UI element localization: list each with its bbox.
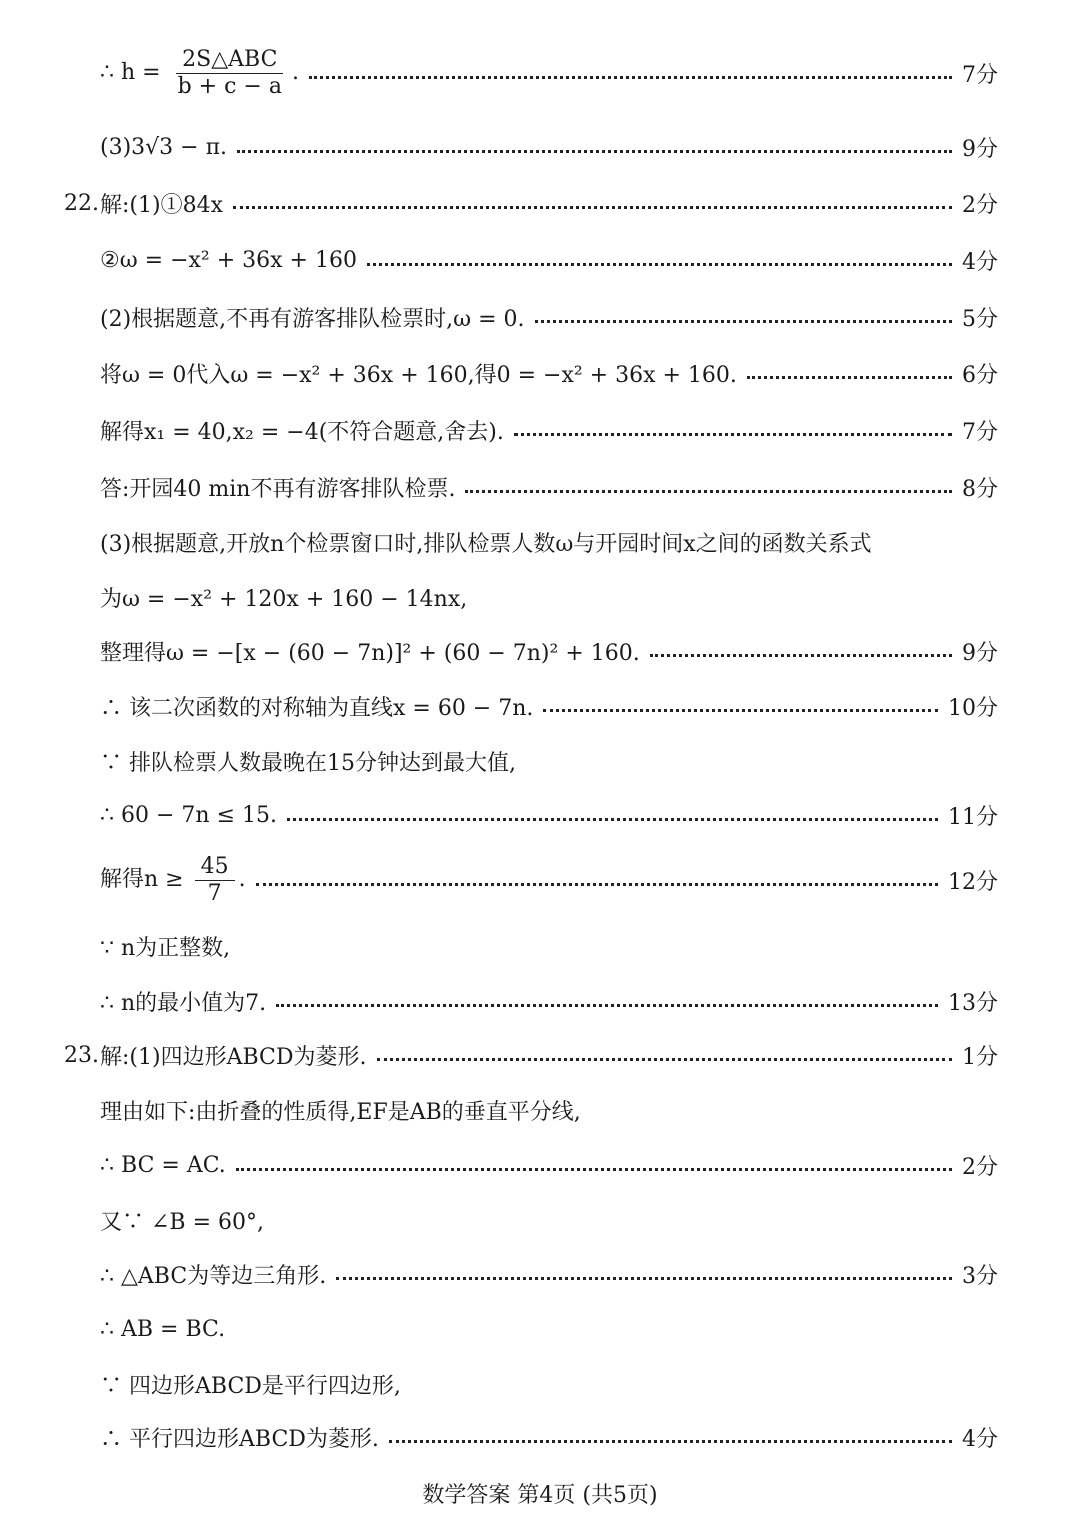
line-text: ∴ 平行四边形ABCD为菱形. (100, 1426, 379, 1452)
dot-leader (535, 320, 952, 323)
line-text: 又∵ ∠B = 60°, (100, 1209, 265, 1235)
dot-leader (233, 206, 952, 209)
fraction (172, 47, 288, 99)
score-points: 2分 (962, 192, 998, 218)
dot-leader (465, 490, 952, 493)
dot-leader (367, 263, 952, 266)
answer-line (100, 631, 998, 671)
score-points: 11分 (948, 804, 998, 830)
answer-line (100, 127, 998, 167)
answer-line (100, 1145, 998, 1185)
line-prefix: ∴ h = (100, 60, 168, 85)
answer-line (100, 1309, 998, 1349)
line-text: 将ω = 0代入ω = −x² + 36x + 160,得0 = −x² + 36x + 160. (100, 362, 737, 388)
answer-line (100, 981, 998, 1021)
line-text: ∴ AB = BC. (100, 1316, 226, 1342)
dot-leader (377, 1058, 952, 1061)
line-text: ∴ 60 − 7n ≤ 15. (100, 802, 277, 828)
score-points: 1分 (962, 1044, 998, 1070)
score-points: 7分 (962, 419, 998, 445)
line-text: ∵ n为正整数, (100, 935, 231, 961)
line-text: ∴ BC = AC. (100, 1152, 226, 1178)
score-points: 10分 (948, 695, 998, 721)
answer-line (100, 577, 998, 617)
page-footer: 数学答案 第4页 (共5页) (422, 1483, 658, 1508)
answer-line (100, 41, 998, 105)
answer-line (100, 1364, 998, 1404)
line-text: 解:(1)①84x (100, 192, 223, 218)
fraction-numerator: 2S△ABC (176, 47, 283, 73)
answer-line (100, 795, 998, 835)
line-suffix: . (291, 60, 299, 85)
line-text: 答:开园40 min不再有游客排队检票. (100, 476, 456, 502)
line-text: ②ω = −x² + 36x + 160 (100, 247, 357, 273)
dot-leader (236, 1168, 952, 1171)
answer-line (100, 1200, 998, 1240)
score-points: 3分 (962, 1263, 998, 1289)
fraction (195, 854, 235, 906)
line-text: 为ω = −x² + 120x + 160 − 14nx, (100, 586, 468, 612)
score-points: 9分 (962, 640, 998, 666)
answer-line (100, 686, 998, 726)
question-number: 22. (64, 190, 99, 216)
score-points: 9分 (962, 136, 998, 162)
answer-line (100, 410, 998, 450)
answer-line (64, 183, 998, 223)
dot-leader (514, 433, 952, 436)
question-number: 23. (64, 1042, 99, 1068)
line-text: ∴ n的最小值为7. (100, 990, 267, 1016)
score-points: 5分 (962, 306, 998, 332)
line-text: 解:(1)四边形ABCD为菱形. (100, 1044, 367, 1070)
line-text: (3)根据题意,开放n个检票窗口时,排队检票人数ω与开园时间x之间的函数关系式 (100, 531, 872, 557)
dot-leader (336, 1277, 952, 1280)
dot-leader (650, 654, 952, 657)
line-text (100, 854, 246, 906)
answer-line (100, 522, 998, 562)
fraction-denominator: 7 (207, 880, 222, 906)
dot-leader (276, 1004, 938, 1007)
line-text: 理由如下:由折叠的性质得,EF是AB的垂直平分线, (100, 1099, 581, 1125)
answer-line (100, 848, 998, 912)
score-points: 6分 (962, 362, 998, 388)
line-text: ∵ 四边形ABCD是平行四边形, (100, 1373, 401, 1399)
answer-line (100, 467, 998, 507)
answer-line (100, 1090, 998, 1130)
dot-leader (237, 150, 952, 153)
score-points: 12分 (948, 869, 998, 895)
answer-line (64, 1035, 998, 1075)
answer-line (100, 741, 998, 781)
line-text (100, 47, 299, 99)
score-points: 13分 (948, 990, 998, 1016)
dot-leader (747, 376, 952, 379)
line-text: (3)3√3 − π. (100, 134, 228, 160)
score-points: 4分 (962, 1426, 998, 1452)
score-points: 2分 (962, 1154, 998, 1180)
dot-leader (543, 709, 938, 712)
score-points: 8分 (962, 476, 998, 502)
answer-line (100, 297, 998, 337)
answer-line (100, 1417, 998, 1457)
dot-leader (256, 883, 938, 886)
fraction-numerator: 45 (195, 854, 235, 880)
line-text: 解得x₁ = 40,x₂ = −4(不符合题意,舍去). (100, 419, 504, 445)
dot-leader (309, 76, 952, 79)
line-prefix: 解得n ≥ (100, 867, 191, 892)
score-points: 4分 (962, 249, 998, 275)
line-text: 整理得ω = −[x − (60 − 7n)]² + (60 − 7n)² + 160. (100, 640, 640, 666)
line-text: (2)根据题意,不再有游客排队检票时,ω = 0. (100, 306, 525, 332)
dot-leader (287, 818, 938, 821)
answer-line (100, 240, 998, 280)
line-text: ∴ 该二次函数的对称轴为直线x = 60 − 7n. (100, 695, 534, 721)
answer-line (100, 1254, 998, 1294)
answer-line (100, 353, 998, 393)
answer-line (100, 926, 998, 966)
line-text: ∵ 排队检票人数最晚在15分钟达到最大值, (100, 750, 516, 776)
score-points: 7分 (962, 62, 998, 88)
dot-leader (389, 1440, 952, 1443)
line-suffix: . (238, 867, 246, 892)
fraction-denominator: b + c − a (177, 73, 282, 99)
line-text: ∴ △ABC为等边三角形. (100, 1263, 327, 1289)
